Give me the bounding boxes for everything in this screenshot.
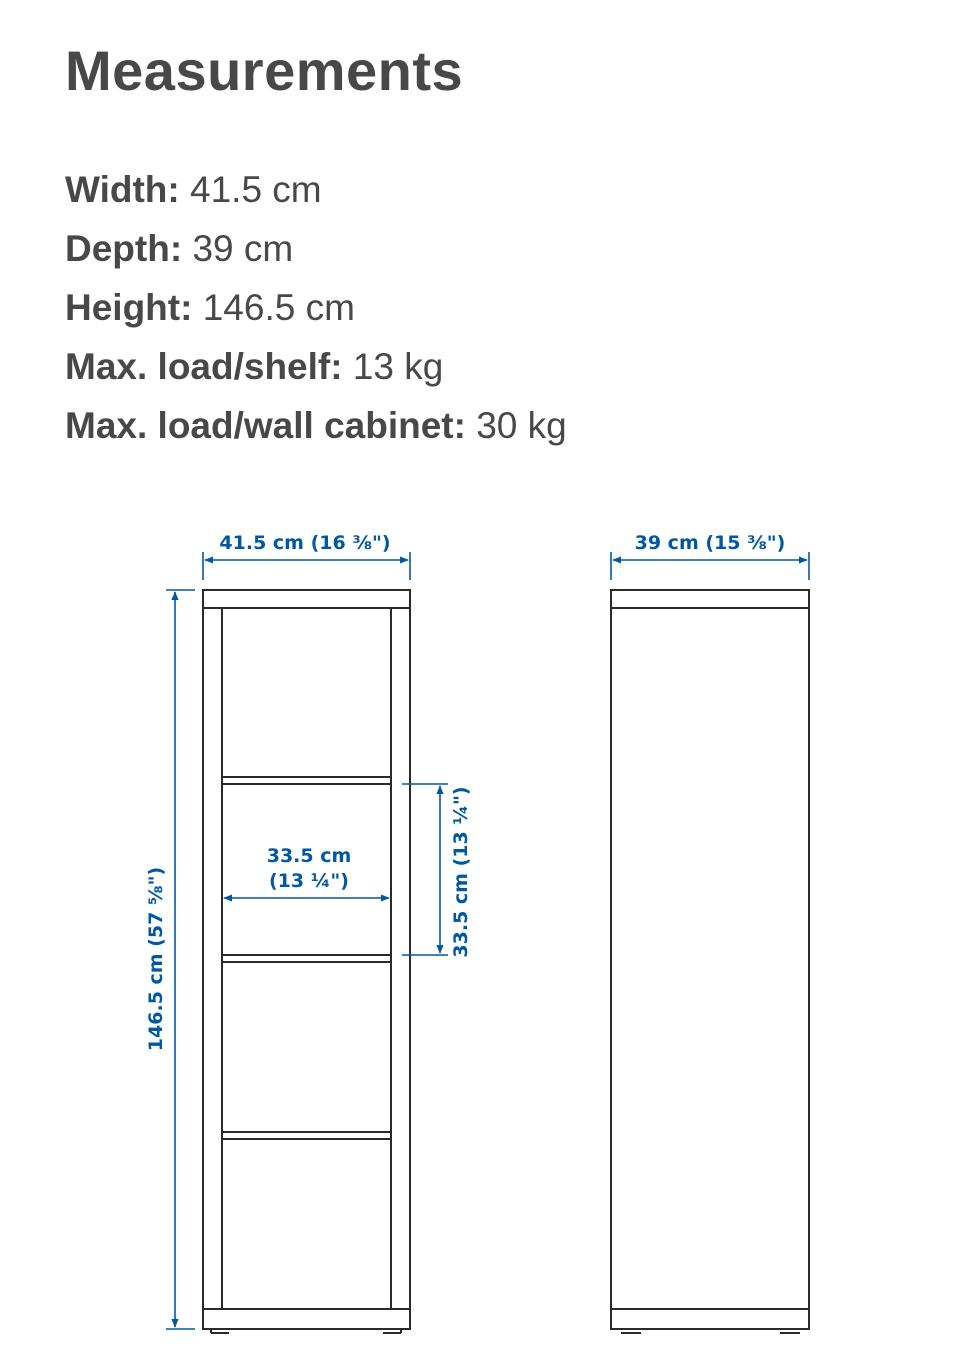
- spec-label: Width:: [65, 169, 180, 210]
- front-width-label: 41.5 cm (16 ⅜"): [219, 532, 391, 554]
- front-bottom-panel: [203, 1309, 410, 1329]
- compartment-height-label: 33.5 cm (13 ¼"): [450, 786, 472, 958]
- measurement-diagram: [0, 500, 960, 1368]
- side-view-shelf-unit: [611, 590, 809, 1333]
- spec-label: Depth:: [65, 228, 183, 269]
- spec-label: Height:: [65, 287, 193, 328]
- inner-width-label-line1: 33.5 cm: [266, 845, 352, 867]
- spec-value: 41.5 cm: [190, 169, 322, 210]
- front-right-side: [391, 608, 410, 1309]
- front-top-panel: [203, 590, 410, 608]
- side-panel: [611, 608, 809, 1309]
- page-title: Measurements: [65, 39, 464, 102]
- dimension-lines: [166, 552, 809, 1329]
- inner-width-label-line2: (13 ¼"): [269, 870, 349, 892]
- spec-max-load-wall-cabinet: [65, 404, 567, 463]
- spec-value: 13 kg: [352, 346, 444, 387]
- spec-height: [65, 286, 567, 345]
- spec-value: 39 cm: [192, 228, 294, 269]
- shelf-1: [222, 777, 391, 784]
- side-top-panel: [611, 590, 809, 608]
- spec-depth: [65, 227, 567, 286]
- shelf-2: [222, 955, 391, 962]
- spec-value: 30 kg: [476, 405, 567, 446]
- front-view-shelf-unit: [203, 590, 410, 1333]
- shelf-3: [222, 1132, 391, 1139]
- side-bottom-panel: [611, 1309, 809, 1329]
- spec-width: [65, 168, 567, 227]
- total-height-label: 146.5 cm (57 ⅝"): [145, 866, 167, 1052]
- front-left-side: [203, 608, 222, 1309]
- measurements-list: [65, 168, 567, 463]
- spec-max-load-shelf: [65, 345, 567, 404]
- spec-label: Max. load/wall cabinet:: [65, 405, 466, 446]
- side-depth-label: 39 cm (15 ⅜"): [634, 532, 786, 554]
- spec-value: 146.5 cm: [202, 287, 355, 328]
- spec-label: Max. load/shelf:: [65, 346, 343, 387]
